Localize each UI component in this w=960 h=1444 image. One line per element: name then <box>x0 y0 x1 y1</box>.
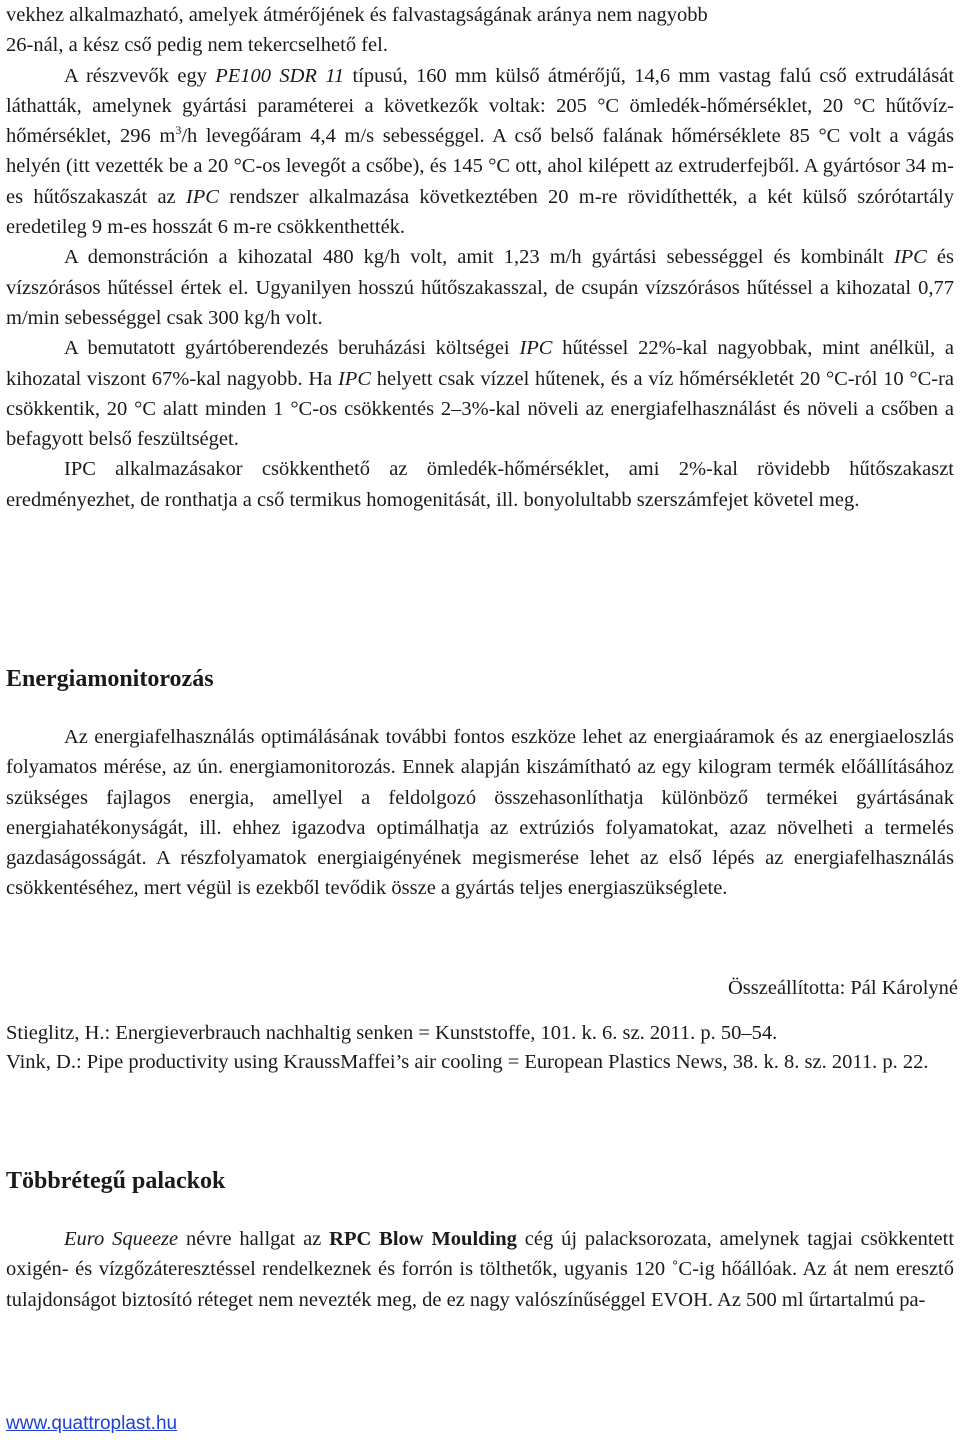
paragraph-bottles: Euro Squeeze névre hallgat az RPC Blow Moulding cég új palacksorozata, amelynek tagjai csökkentett oxigén- és vízgőzáteresztéssel rendelkeznek és forrón is tölthetők, ugyanis 120 ˚C-ig hőállóak. Az át nem eresztő tulajdonságot biztosító réteget nem nevezték meg, de ez nagy valószínűséggel EVOH. Az 500 ml űrtartalmú pa- <box>6 1228 955 1311</box>
references <box>6 1019 954 1077</box>
company-name: RPC Blow Moulding <box>329 1228 517 1250</box>
section-heading-bottles: Többrétegű palackok <box>6 1168 226 1194</box>
pipe-type: PE100 SDR 11 <box>215 64 345 87</box>
reference-item: Vink, D.: Pipe productivity using KraussMaffei’s air cooling = European Plastics News, 38. k. 8. sz. 2011. p. 22. <box>6 1051 929 1073</box>
article-body-bottles <box>6 1224 954 1315</box>
paragraph-costs: A bemutatott gyártóberendezés beruházási költségei IPC hűtéssel 22%-kal nagyobbak, mint anélkül, a kihozatal viszont 67%-kal nagyobb. Ha IPC helyett csak vízzel hűtenek, és a víz hőmérsékletét 20 °C-ról 10 °C-ra csökkentik, 20 °C alatt minden 1 °C-os csökkentés 2–3%-kal növeli az energiafelhasználást és növeli a csőben a befagyott belső feszültséget. <box>6 337 954 451</box>
article-body-top <box>6 0 954 515</box>
ipc-term: IPC <box>185 185 219 208</box>
text-line: vekhez alkalmazható, amelyek átmérőjének és falvastagságának aránya nem nagyobb <box>6 4 708 26</box>
ipc-term: IPC <box>519 337 553 360</box>
paragraph-continued <box>6 0 954 61</box>
footer-website-link[interactable]: www.quattroplast.hu <box>6 1413 178 1434</box>
paragraph-demo: A részvevők egy PE100 SDR 11 típusú, 160 mm külső átmérőjű, 14,6 mm vastag falú cső extrudálását láthatták, amelynek gyártási paraméterei a következők voltak: 205 °C ömledék-hőmérséklet, 20 °C hűtővíz-hőmérséklet, 296 $m^3/h$ levegőáram 4,4 m/s sebességgel. A cső belső falának hőmérséklete 85 °C volt a vágás helyén (itt vezették be a 20 °C-os levegőt a csőbe), és 145 °C ott, ahol kilépett az extruderfejből. A gyártósor 34 m-es hűtőszakaszát az IPC rendszer alkalmazása következtében 20 m-re rövidíthették, a két külső szórótartály eredetileg 9 m-es hosszát 6 m-re csökkenthették. <box>6 64 955 239</box>
ipc-term: IPC <box>893 246 927 269</box>
paragraph-energy: Az energiafelhasználás optimálásának további fontos eszköze lehet az energiaáramok és az energiaeloszlás folyamatos mérése, az ún. energiamonitorozás. Ennek alapján kiszámítható az egy kilogram termék előállításához szükséges fajlagos energia, amellyel a feldolgozó összehasonlíthatja különböző termékei gyártásának energiahatékonyságát, ill. ehhez igazodva optimálhatja az extrúziós folyamatokat, azaz növelheti a termelés gazdaságosságát. A részfolyamatok energiaigényének megismerése lehet az első lépés az energiafelhasználás csökkentéséhez, mert végül is ezekből tevődik össze a gyártás teljes energiaszükséglete. <box>6 726 954 900</box>
text-line: 26-nál, a kész cső pedig nem tekercselhető fel. <box>6 34 388 57</box>
paragraph-output: A demonstráción a kihozatal 480 kg/h volt, amit 1,23 m/h gyártási sebességgel és kombinált IPC és vízszórásos hűtéssel értek el. Ugyanilyen hosszú hűtőszakasszal, de csupán vízszórásos hűtéssel a kihozatal 0,77 m/min sebességgel csak 300 kg/h volt. <box>6 246 955 329</box>
section-heading-energy: Energiamonitorozás <box>6 666 214 692</box>
ipc-term: IPC <box>337 367 372 390</box>
paragraph-ipc: IPC alkalmazásakor csökkenthető az ömledék-hőmérséklet, ami 2%-kal rövidebb hűtőszakaszt eredményezhet, de ronthatja a cső termikus homogenitását, ill. bonyolultabb szerszámfejet követel meg. <box>6 458 954 511</box>
author-credit: Összeállította: Pál Károlyné <box>728 977 958 999</box>
article-body-energy <box>6 722 954 904</box>
reference-item: Stieglitz, H.: Energieverbrauch nachhaltig senken = Kunststoffe, 101. k. 6. sz. 2011. p. 50–54. <box>6 1022 778 1044</box>
product-name: Euro Squeeze <box>64 1228 179 1250</box>
